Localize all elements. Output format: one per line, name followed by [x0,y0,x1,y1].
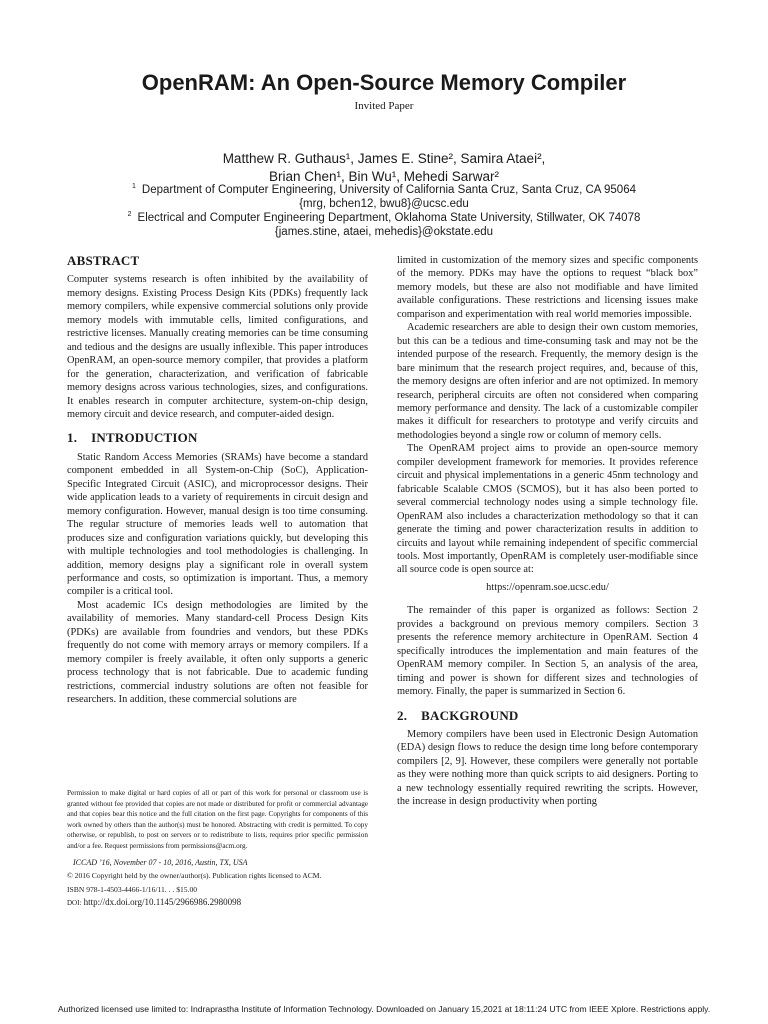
author-line-1: Matthew R. Guthaus¹, James E. Stine², Samira Ataei², [222,151,546,166]
affiliation-2-text: Electrical and Computer Engineering Department, Oklahoma State University, Stillwater, OK 74078 [137,211,641,224]
background-paragraph-1: Memory compilers have been used in Electronic Design Automation (EDA) design flows to reduce the design time long before contemporary compilers [2, 9]. However, these compilers were generally not portable as they were nothing more than quick scripts to aid designers. Porting to a new technology essentially required rewriting the scripts. However, the increase in design productivity when porting [397,728,698,808]
conference-info: ICCAD ’16, November 07 - 10, 2016, Austin, TX, USA [73,857,248,867]
isbn-line: ISBN 978-1-4503-4466-1/16/11. . . $15.00 [67,884,198,894]
doi-line [67,897,368,907]
affiliation-1 [0,180,768,211]
doi-link[interactable]: http://dx.doi.org/10.1145/2966986.2980098 [83,896,242,907]
intro-paragraph-2: Most academic ICs design methodologies are limited by the availability of memories. Many standard-cell Process Design Kits (PDKs) are available from foundries and vendors, but these PDKs frequently do not come with memory arrays or memory compilers. If a memory compiler is freely available, it often only supports a generic process technology that is not fabricable. Due to academic funding restrictions, commercial industry solutions are often not feasible for researchers. In addition, these commercial solutions are [67,599,368,706]
author-line-2: Brian Chen¹, Bin Wu¹, Mehedi Sarwar² [268,169,500,184]
section-1-number: 1. [67,430,78,446]
abstract-heading: ABSTRACT [67,253,140,268]
affiliation-1-text: Department of Computer Engineering, University of California Santa Cruz, Santa Cruz, CA 95064 [141,183,636,196]
paper-subtitle: Invited Paper [354,100,414,112]
right-column [397,254,698,809]
section-2-number: 2. [397,707,408,723]
intro-paragraph-4: Academic researchers are able to design their own custom memories, but this can be a tedious and time-consuming task and may not be the intended purpose of the research. Frequently, the memory design is the bare minimum that the research project requires, and, because of this, the memory designs are often inferior and are not optimized. In memory research, peripheral circuits are often not considered when comparing memory performance and density. The lack of a customizable compiler makes it difficult for researchers to prototype and verify circuits and methodologies beyond a single row or column of memory cells. [397,322,698,441]
intro-paragraph-5: The OpenRAM project aims to provide an open-source memory compiler development framework for memories. It provides reference circuit and physical implementations in a generic 45nm technology and fabricable Scalable CMOS (SCMOS), but it has also been ported to several commercial technology nodes using a simple technology file. OpenRAM also includes a characterization methodology so that it can generate the timing and power characterization results in addition to circuits and layout while remaining independent of specific commercial tools. Most importantly, OpenRAM is completely user-modifiable since all source code is open source at: [397,443,698,576]
permission-notice: Permission to make digital or hard copies of all or part of this work for personal or classroom use is granted without fee provided that copies are not made or distributed for profit or commercial advantage and that copies bear this notice and the full citation on the first page. Copyrights for components of this work owned by others than the author(s) must be honored. Abstracting with credit is permitted. To copy otherwise, or republish, to post on servers or to redistribute to lists, requires prior specific permission and/or a fee. Request permissions from permissions@acm.org. [67,789,368,850]
affiliation-2-email: {james.stine, ataei, mehedis}@okstate.edu [274,225,494,238]
doi-label: DOI: [67,898,82,907]
section-1-title: INTRODUCTION [91,430,198,446]
affiliation-1-email: {mrg, bchen12, bwu8}@ucsc.edu [299,197,469,210]
copyright-line: © 2016 Copyright held by the owner/author(s). Publication rights licensed to ACM. [67,870,322,880]
section-2-title: BACKGROUND [421,707,519,723]
section-2-heading [397,709,698,722]
affiliation-2 [0,208,768,239]
abstract-text: Computer systems research is often inhibited by the availability of memory designs. Existing Process Design Kits (PDKs) frequently lack memory compilers, while expensive commercial solutions only provide memory models with immutable cells, limited configurations, and restrictive licenses. Manually creating memories can be time consuming and tedious and the designs are usually inflexible. This paper introduces OpenRAM, an open-source memory compiler, that provides a platform for the generation, characterization, and verification of fabricable memory designs across various technologies, sizes, and configurations. It enables research in computer architecture, system-on-chip design, memory circuit and device research, and computer-aided design. [67,274,368,420]
section-1-heading [67,431,368,444]
license-notice: Authorized licensed use limited to: Indraprastha Institute of Information Technology. Downloaded on January 15,2021 at 18:11:24 UTC from IEEE Xplore. Restrictions apply. [57,1004,711,1014]
paper-title: OpenRAM: An Open-Source Memory Compiler [141,70,627,95]
project-url[interactable]: https://openram.soe.ucsc.edu/ [486,581,609,593]
left-column [67,254,368,707]
copyright-footnote [67,788,368,907]
intro-paragraph-1: Static Random Access Memories (SRAMs) have become a standard component embedded in all System-on-Chip (SoC), Application-Specific Integrated Circuit (ASIC), and microprocessor designs. Their wide application leads to a variety of requirements in circuit design and memory configuration. However, manual design is too time consuming. The regular structure of memories leads well to automation that produces size and configuration variations quickly, but developing this with multiple technologies and tool methodologies is challenging. In addition, memory designs play a significant role in overall system performance and costs, so optimization is important. Thus, a memory compiler is a critical tool. [67,451,368,598]
intro-paragraph-6: The remainder of this paper is organized as follows: Section 2 provides a background on previous memory compilers. Section 3 presents the reference memory architecture in OpenRAM. Section 4 specifically introduces the implementation and main features of the OpenRAM memory compiler. In Section 5, an analysis of the area, timing and power is shown for different sizes and technologies of memory. Finally, the paper is summarized in Section 6. [397,605,698,698]
intro-paragraph-3: limited in customization of the memory sizes and specific components of the memory. PDKs may have the options to request “black box” memory models, but these are also not modifiable and have limited available configurations. These restrictions and licensing issues make comparison and experimentation with real world memories impossible. [397,255,698,320]
affiliation-2-mark: 2 [127,211,132,218]
affiliation-1-mark: 1 [131,183,136,190]
